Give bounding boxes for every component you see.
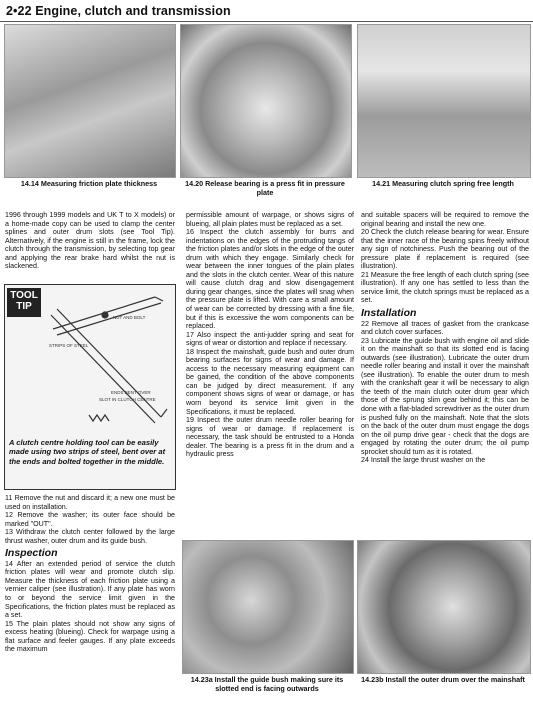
photo-guide-bush <box>182 540 354 674</box>
paragraph: 14 After an extended period of service the clutch friction plates will wear and promote clutch slip. Measure the thickness of each friction plate using a vernier caliper (see illustration). If any plate has worn to or beyond the service limit given in the Specifications, the friction plates must be replaced as a set. <box>5 559 175 620</box>
paragraph: 21 Measure the free length of each clutch spring (see illustration). If any one has settled to less than the service limit, the clutch springs must be replaced as a set. <box>361 270 529 305</box>
header-rule <box>0 21 533 22</box>
drawing-label: STRIPS OF STEEL <box>49 343 89 348</box>
paragraph: 12 Remove the washer; its outer face should be marked "OUT". <box>5 511 175 528</box>
paragraph: 13 Withdraw the clutch center followed by the large thrust washer, outer drum and its guide bush. <box>5 528 175 545</box>
paragraph: 17 Also inspect the anti-judder spring and seat for signs of wear or distortion and replace if necessary. <box>186 330 354 348</box>
tool-tip-badge <box>7 288 41 317</box>
tool-tip-badge-line2: TIP <box>16 301 32 312</box>
clutch-holding-tool-drawing <box>43 289 171 434</box>
drawing-label: NUT AND BOLT <box>113 315 146 320</box>
figure-caption: 14.21 Measuring clutch spring free length <box>372 179 514 188</box>
tool-tip-badge-line1: TOOL <box>10 290 38 301</box>
paragraph: 16 Inspect the clutch assembly for burrs and indentations on the edges of the protruding tangs of the friction plates and/or slots in the edge of the outer drum with which they engage. Similarly check for wear between the inner tongues of the plain plates and the slots in the clutch center. Wear of this nature will cause clutch drag and slow disengagement during gear changes, since the plates will snag when the pressure plate is lifted. With care a small amount of wear can be corrected by dressing with a fine file, but if this is excessive the worn components can be replaced. <box>186 228 354 331</box>
text-column-3 <box>361 211 529 465</box>
paragraph: 23 Lubricate the guide bush with engine oil and slide it on the mainshaft so that its slotted end is facing outwards (see illustration). Lubricate the outer drum needle roller bearing and install it over the mainshaft (see illustration). To enable the outer drum to mesh with the crankshaft gear it will be necessary to align the teeth of the main clutch outer drum gear which those of the sprung slim gear behind it; this can be done with a flat-bladed screwdriver as the outer drum is pushed fully on the mainshaft. Note that the slots on the back of the outer drum must engage the dogs on the oil pump drive gear - check that the dogs are engaged by rotating the outer drum; the oil pump sprocket should turn as it is rotated. <box>361 336 529 456</box>
photo-spring-caliper <box>357 24 531 178</box>
drawing-label: ENDS BENT OVER <box>111 390 151 395</box>
tool-tip-caption: A clutch centre holding tool can be easily made using two strips of steel, bent over at the ends and bolted together in the middle. <box>9 438 166 466</box>
photo-outer-drum <box>357 540 531 674</box>
section-heading-installation: Installation <box>361 307 417 320</box>
text-column-2 <box>186 211 354 459</box>
figure-caption: 14.23b Install the outer drum over the mainshaft <box>361 675 525 684</box>
figure-caption: 14.20 Release bearing is a press fit in pressure plate <box>185 179 345 197</box>
paragraph: 15 The plain plates should not show any signs of excess heating (blueing). Check for warpage using a flat surface and feeler gauges. If any plate exceeds the maximum <box>5 619 175 654</box>
page-title: 2•22 Engine, clutch and transmission <box>6 4 231 18</box>
paragraph: and suitable spacers will be required to remove the original bearing and install the new one. <box>361 211 529 228</box>
text-column-1-lower <box>5 494 175 654</box>
paragraph: 18 Inspect the mainshaft, guide bush and outer drum bearing surfaces for signs of wear and damage. If access to the necessary measuring equipment can be gained, the condition of the above components can be judged by direct measurement. If any component shows signs of wear or damage, or has worn beyond its service limit given in the Specifications, it must be replaced. <box>186 347 354 416</box>
photo-friction-plate-caliper <box>4 24 176 178</box>
paragraph: 24 Install the large thrust washer on the <box>361 456 486 465</box>
tool-tip-box <box>4 284 176 490</box>
paragraph: 11 Remove the nut and discard it; a new one must be used on installation. <box>5 494 175 511</box>
paragraph: 20 Check the clutch release bearing for wear. Ensure that the inner race of the bearing spins freely without any sign of notchiness. Push the bearing out of the pressure plate if replacement is required (see illustration). <box>361 228 529 271</box>
figure-caption: 14.14 Measuring friction plate thickness <box>20 179 158 188</box>
drawing-label: SLOT IN CLUTCH CENTRE <box>99 397 156 402</box>
paragraph: 1996 through 1999 models and UK T to X models) or a home-made copy can be used to clamp the center splines and outer drum slots (see Tool Tip). Alternatively, if the engine is still in the frame, lock the clutch through the transmission, by selecting top gear and applying the rear brake hard whilst the nut is slackened. <box>5 211 175 271</box>
paragraph: 19 Inspect the outer drum needle roller bearing for signs of wear or damage. If replacement is necessary, the task should be entrusted to a Honda dealer. The bearing is a press fit in the drum and a hydraulic press <box>186 416 354 459</box>
paragraph: 22 Remove all traces of gasket from the crankcase and clutch cover surfaces. <box>361 319 529 337</box>
text-column-1 <box>5 211 175 271</box>
section-heading-inspection: Inspection <box>5 547 58 560</box>
figure-caption: 14.23a Install the guide bush making sure its slotted end is facing outwards <box>190 675 344 693</box>
paragraph: permissible amount of warpage, or shows signs of blueing, all plain plates must be replaced as a set. <box>186 211 354 228</box>
photo-release-bearing <box>180 24 352 178</box>
